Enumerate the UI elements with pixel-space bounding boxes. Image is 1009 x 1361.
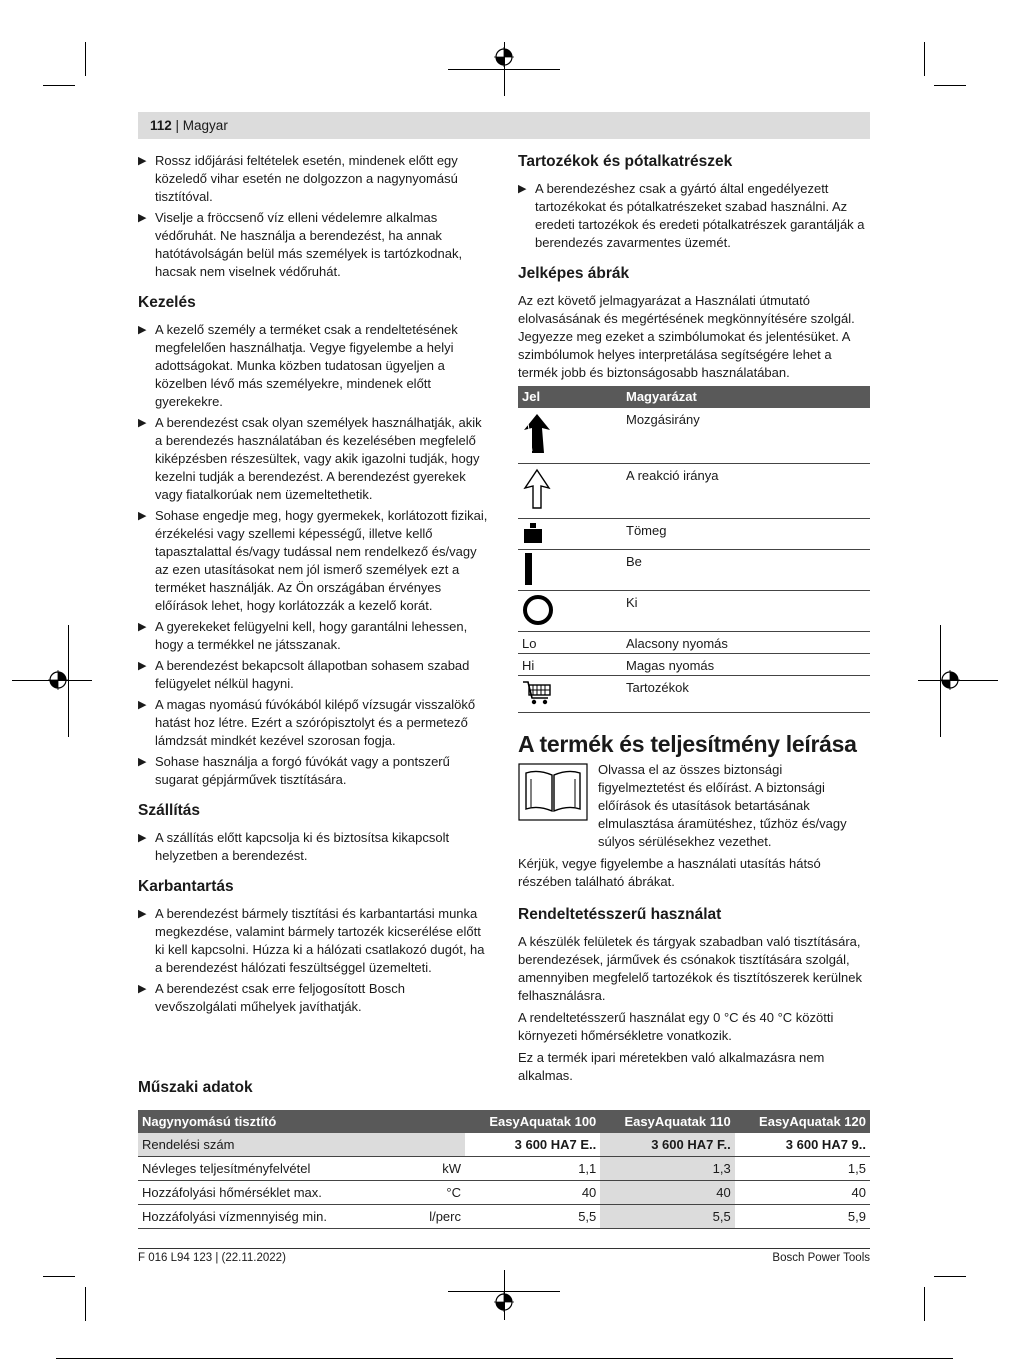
- tech-header-cell: EasyAquatak 100: [465, 1110, 600, 1133]
- tech-data-heading: Műszaki adatok: [138, 1079, 253, 1096]
- registration-mark-icon: [494, 47, 514, 67]
- crop-mark: [934, 85, 966, 86]
- list-item: ▶ A kezelő személy a terméket csak a rendeltetésének megfelelően használhatja. Vegye figyelembe a helyi adottságokat. Munka közben tudatosan ügyeljen a közelben lévő más személyekre, mindenek előtt gyerekekre.: [138, 322, 458, 409]
- tech-cell: 1,1: [465, 1157, 600, 1181]
- symbols-intro: Az ezt követő jelmagyarázat a Használati útmutató elolvasásának és megértésének megkönnyítésére szolgál. Jegyezze meg ezeket a szimbólumokat és jelentésüket. A szimbólumok helyes interpretálása segítségére lehet a termék jobb és biztonságosabb használatában.: [518, 293, 855, 380]
- list-item: ▶ Viselje a fröccsenő víz elleni védelemre alkalmas védőruhát. Ne használja a berendezést, ha annak hatótávolságán belül más személyek is tartózkodnak, hacsak nem viselnek védőruhát.: [138, 210, 463, 279]
- crop-mark: [924, 1287, 925, 1321]
- header-separator: |: [171, 118, 183, 133]
- tech-cell: 3 600 HA7 F..: [600, 1133, 734, 1157]
- symbol-code: Hi: [518, 653, 622, 675]
- table-row: [518, 653, 870, 675]
- product-heading: A termék és teljesítmény leírása: [518, 730, 857, 757]
- crop-mark: [56, 1358, 953, 1359]
- symbol-meaning: Magas nyomás: [622, 653, 870, 675]
- symbols-col-meaning: Magyarázat: [622, 386, 870, 408]
- table-row: [138, 1181, 870, 1205]
- tech-cell: [383, 1133, 465, 1157]
- book-icon: [518, 763, 588, 821]
- registration-mark-icon: [48, 670, 68, 690]
- bullet-triangle-icon: ▶: [138, 832, 147, 844]
- symbol-meaning: Tömeg: [622, 518, 870, 549]
- bullet-triangle-icon: ▶: [138, 324, 147, 336]
- page-header: [138, 112, 870, 139]
- weight-icon: [522, 522, 544, 544]
- tech-cell: 40: [600, 1181, 734, 1205]
- footer-doc-id: F 016 L94 123 | (22.11.2022): [138, 1252, 286, 1264]
- list-item: ▶ A berendezést csak erre feljogosított Bosch vevőszolgálati műhelyek javíthatják.: [138, 981, 406, 1014]
- right-column: [518, 152, 870, 1089]
- table-row: [138, 1133, 870, 1157]
- tech-header-cell: EasyAquatak 110: [600, 1110, 734, 1133]
- list-item: ▶ A berendezést bekapcsolt állapotban sohasem szabad felügyelet nélkül hagyni.: [138, 658, 470, 691]
- tech-cell: 5,5: [465, 1205, 600, 1229]
- list-item: ▶ A berendezést csak olyan személyek használhatják, akik a berendezés használatában és kezelésében megfelelő kiképzésben részesültek, vagy akik igazolni tudják, hogy kezelni tudják a berendezést. A berendezést gyerekek vagy fiatalkorúak nem üzemeltethetik.: [138, 415, 482, 502]
- bullet-triangle-icon: ▶: [138, 908, 147, 920]
- list-item: ▶ Sohase engedje meg, hogy gyermekek, korlátozott fizikai, érzékelési vagy szellemi képességű, illetve kellő tapasztalattal és/vagy tudással nem rendelkező és/vagy az ezen utasításokat nem jól ismerő személyek ezt a terméket használják. Az Ön országában érvényes előírások lehet, hogy korlátozzák a kezelő korát.: [138, 508, 488, 613]
- crop-mark: [924, 42, 925, 76]
- list-item: ▶ A berendezéshez csak a gyártó által engedélyezett tartozékokat és pótalkatrészeket szabad használni. Az eredeti tartozékok és eredeti pótalkatrészek garantálják a berendezés zavarmentes üzemét.: [518, 181, 865, 250]
- intro-list: [138, 152, 490, 281]
- tech-cell: Névleges teljesítményfelvétel: [138, 1157, 383, 1181]
- list-item: ▶ A gyerekeket felügyelni kell, hogy garantálni lehessen, hogy a termékkel ne játsszanak.: [138, 619, 468, 652]
- page-footer: [138, 1248, 870, 1264]
- on-bar-icon: [522, 553, 536, 585]
- table-row: [518, 463, 870, 518]
- tech-cell: 3 600 HA7 E..: [465, 1133, 600, 1157]
- symbol-meaning: Alacsony nyomás: [622, 631, 870, 653]
- tech-cell: kW: [383, 1157, 465, 1181]
- symbol-code: Lo: [518, 631, 622, 653]
- tech-cell: Rendelési szám: [138, 1133, 383, 1157]
- crop-mark: [43, 85, 75, 86]
- page-number: 112: [150, 118, 172, 133]
- bullet-triangle-icon: ▶: [518, 183, 527, 195]
- book-text: Olvassa el az összes biztonsági figyelmeztetést és előírást. A biztonsági előírások és utasítások betartásának elmulasztása áramütéshez, tűzhöz és/vagy súlyos sérülésekhez vezethet.: [598, 761, 847, 849]
- tech-cell: 1,3: [600, 1157, 734, 1181]
- tech-cell: 5,9: [735, 1205, 870, 1229]
- bullet-triangle-icon: ▶: [138, 621, 147, 633]
- cart-icon: [522, 679, 554, 707]
- crop-mark: [68, 625, 69, 737]
- section-heading-karbantartas: Karbantartás: [138, 878, 234, 895]
- registration-mark-icon: [494, 1292, 514, 1312]
- movement-arrow-icon: [522, 411, 552, 455]
- table-row: [518, 408, 870, 463]
- reaction-arrow-icon: [522, 467, 552, 511]
- crop-mark: [934, 1276, 966, 1277]
- szallitas-list: [138, 829, 490, 865]
- book-notice: [518, 761, 870, 851]
- bullet-triangle-icon: ▶: [138, 510, 147, 522]
- bullet-triangle-icon: ▶: [138, 699, 147, 711]
- symbols-table: [518, 386, 870, 713]
- tech-header-cell: Nagynyomású tisztító: [138, 1110, 383, 1133]
- symbol-meaning: A reakció iránya: [622, 463, 870, 518]
- tech-data-table: [138, 1110, 870, 1229]
- table-row: [138, 1205, 870, 1229]
- product-note: Kérjük, vegye figyelembe a használati utasítás hátsó részében található ábrákat.: [518, 855, 821, 889]
- bullet-triangle-icon: ▶: [138, 983, 147, 995]
- table-row: [518, 675, 870, 712]
- registration-mark-icon: [940, 670, 960, 690]
- paragraph: A készülék felületek és tárgyak szabadban való tisztítására, berendezések, járművek és csónakok tisztítására szolgál, amennyiben megfelelő tartozékok és tisztítószerek kerülnek felhasználásra.: [518, 933, 862, 1003]
- kezeles-list: [138, 321, 490, 789]
- bullet-triangle-icon: ▶: [138, 660, 147, 672]
- list-item: ▶ Rossz időjárási feltételek esetén, mindenek előtt egy közeledő vihar esetén ne dolgozzon a nagynyomású tisztítóval.: [138, 153, 458, 204]
- table-row: [138, 1157, 870, 1181]
- crop-mark: [85, 42, 86, 76]
- section-heading-jelkepes: Jelképes ábrák: [518, 265, 630, 282]
- crop-mark: [85, 1287, 86, 1321]
- table-row: [518, 590, 870, 631]
- list-item: ▶ A magas nyomású fúvókából kilépő vízsugár visszalökő hatást hoz létre. Ezért a szórópisztolyt és a permetező lámdzsát mindkét kezével szorosan fogja.: [138, 697, 476, 748]
- tech-cell: 1,5: [735, 1157, 870, 1181]
- page-language: Magyar: [182, 118, 228, 133]
- paragraph: Ez a termék ipari méretekben való alkalmazásra nem alkalmas.: [518, 1049, 825, 1083]
- symbol-meaning: Mozgásirány: [622, 408, 870, 463]
- tech-cell: Hozzáfolyási vízmennyiség min.: [138, 1205, 383, 1229]
- tech-cell: °C: [383, 1181, 465, 1205]
- list-item: ▶ Sohase használja a forgó fúvókát vagy a pontszerű sugarat gépjárművek tisztítására.: [138, 754, 450, 787]
- tech-header-cell: EasyAquatak 120: [735, 1110, 870, 1133]
- symbol-meaning: Be: [622, 549, 870, 590]
- list-item: ▶ A berendezést bármely tisztítási és karbantartási munka megkezdése, valamint bármely tartozék kicserélése előtt ki kell kapcsolni. Húzza ki a hálózati csatlakozó dugót, ha a berendezést hálózati feszültséggel üzemelteti.: [138, 906, 485, 975]
- left-column: [138, 152, 490, 1028]
- tech-header-cell: [383, 1110, 465, 1133]
- crop-mark: [43, 1276, 75, 1277]
- footer-brand: Bosch Power Tools: [772, 1252, 870, 1264]
- paragraph: A rendeltetésszerű használat egy 0 °C és 40 °C közötti környezeti hőmérsékletre vonatkozik.: [518, 1009, 834, 1043]
- bullet-triangle-icon: ▶: [138, 417, 147, 429]
- tech-cell: l/perc: [383, 1205, 465, 1229]
- section-heading-tartozekok: Tartozékok és pótalkatrészek: [518, 153, 733, 170]
- bullet-triangle-icon: ▶: [138, 155, 147, 167]
- tech-cell: 40: [735, 1181, 870, 1205]
- tech-cell: 40: [465, 1181, 600, 1205]
- section-heading-szallitas: Szállítás: [138, 802, 201, 819]
- table-row: [518, 518, 870, 549]
- table-row: [518, 631, 870, 653]
- tech-cell: 3 600 HA7 9..: [735, 1133, 870, 1157]
- list-item: ▶ A szállítás előtt kapcsolja ki és biztosítsa kikapcsolt helyzetben a berendezést.: [138, 830, 450, 863]
- tech-cell: Hozzáfolyási hőmérséklet max.: [138, 1181, 383, 1205]
- bullet-triangle-icon: ▶: [138, 756, 147, 768]
- off-circle-icon: [522, 594, 556, 626]
- section-heading-kezeles: Kezelés: [138, 294, 196, 311]
- symbols-col-symbol: Jel: [518, 386, 622, 408]
- tartozekok-list: [518, 180, 870, 252]
- table-row: [518, 549, 870, 590]
- bullet-triangle-icon: ▶: [138, 212, 147, 224]
- karbantartas-list: [138, 905, 490, 1016]
- symbol-meaning: Ki: [622, 590, 870, 631]
- tech-cell: 5,5: [600, 1205, 734, 1229]
- section-heading-rendeltetes: Rendeltetésszerű használat: [518, 905, 722, 923]
- symbol-meaning: Tartozékok: [622, 675, 870, 712]
